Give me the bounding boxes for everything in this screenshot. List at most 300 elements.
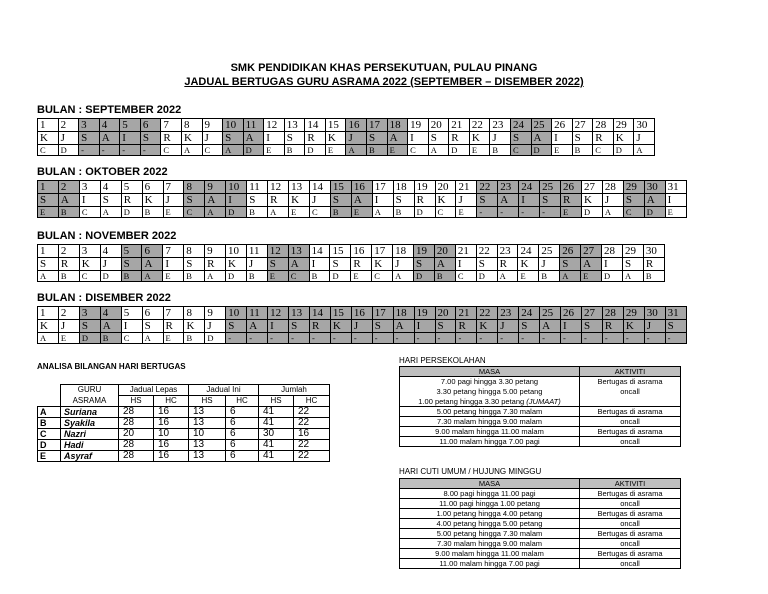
shift-cell: C bbox=[455, 271, 476, 282]
shift-cell: E bbox=[351, 271, 372, 282]
shift-cell: B bbox=[58, 207, 79, 218]
shift-cell: E bbox=[38, 207, 59, 218]
shift-cell: B bbox=[330, 207, 351, 218]
shift-cell: D bbox=[305, 145, 326, 156]
shift-cell: B bbox=[142, 207, 163, 218]
shift-cell: C bbox=[38, 145, 59, 156]
count-cell: 22 bbox=[294, 440, 330, 451]
day-cell: 20 bbox=[434, 245, 455, 258]
teacher-cell: S bbox=[560, 258, 581, 271]
teacher-cell: J bbox=[309, 194, 330, 207]
teacher-cell: S bbox=[100, 194, 121, 207]
aktiviti-cell: oncall bbox=[580, 559, 681, 569]
teacher-cell: I bbox=[372, 194, 393, 207]
shift-cell: - bbox=[665, 333, 686, 344]
shift-cell: A bbox=[622, 271, 643, 282]
masa-cell: 1.00 petang hingga 4.00 petang bbox=[400, 509, 580, 519]
count-cell: 10 bbox=[154, 429, 189, 440]
day-cell: 25 bbox=[531, 119, 552, 132]
day-cell: 19 bbox=[414, 307, 435, 320]
count-cell: 13 bbox=[189, 440, 226, 451]
header-hs: HS bbox=[119, 396, 154, 407]
shift-cell: A bbox=[38, 271, 59, 282]
teacher-cell: S bbox=[247, 194, 268, 207]
shift-cell: E bbox=[267, 271, 288, 282]
teacher-cell: R bbox=[161, 132, 182, 145]
shift-cell: B bbox=[309, 271, 330, 282]
teacher-cell: S bbox=[572, 132, 593, 145]
month-label: BULAN : OKTOBER 2022 bbox=[37, 166, 168, 178]
day-cell: 1 bbox=[38, 119, 59, 132]
shift-cell: C bbox=[593, 145, 614, 156]
day-cell: 30 bbox=[643, 245, 664, 258]
shift-cell: A bbox=[142, 271, 163, 282]
day-cell: 20 bbox=[435, 181, 456, 194]
shift-cell: - bbox=[268, 333, 289, 344]
day-cell: 20 bbox=[435, 307, 456, 320]
teacher-cell: I bbox=[455, 258, 476, 271]
teacher-cell: S bbox=[581, 320, 602, 333]
teacher-cell: I bbox=[120, 132, 141, 145]
day-cell: 17 bbox=[372, 181, 393, 194]
teacher-cell: J bbox=[58, 320, 79, 333]
shift-cell: D bbox=[243, 145, 264, 156]
day-cell: 16 bbox=[351, 181, 372, 194]
day-cell: 13 bbox=[288, 245, 309, 258]
shift-cell: - bbox=[289, 333, 310, 344]
day-cell: 24 bbox=[519, 307, 540, 320]
teacher-cell: K bbox=[372, 258, 393, 271]
day-cell: 15 bbox=[330, 307, 351, 320]
day-cell: 10 bbox=[226, 181, 247, 194]
masa-cell: 5.00 petang hingga 7.30 malam bbox=[400, 407, 580, 417]
month-calendar bbox=[37, 180, 687, 218]
teacher-cell: K bbox=[469, 132, 490, 145]
day-cell: 22 bbox=[477, 181, 498, 194]
shift-cell: - bbox=[519, 333, 540, 344]
masa-cell: 5.00 petang hingga 7.30 malam bbox=[400, 529, 580, 539]
count-cell: 30 bbox=[259, 429, 294, 440]
analysis-table bbox=[37, 384, 330, 462]
shift-cell: - bbox=[581, 333, 602, 344]
shift-cell: E bbox=[289, 207, 310, 218]
shift-cell: B bbox=[434, 271, 455, 282]
header-jumlah: Jumlah bbox=[259, 385, 330, 396]
shift-cell: D bbox=[414, 207, 435, 218]
teacher-cell: A bbox=[351, 194, 372, 207]
day-cell: 17 bbox=[372, 307, 393, 320]
document-subtitle bbox=[0, 76, 768, 88]
aktiviti-cell: oncall bbox=[580, 437, 681, 447]
day-cell: 28 bbox=[602, 245, 623, 258]
shift-cell: D bbox=[531, 145, 552, 156]
shift-cell: C bbox=[79, 207, 100, 218]
aktiviti-cell: Bertugas di asrama bbox=[580, 509, 681, 519]
shift-cell: E bbox=[456, 207, 477, 218]
teacher-cell: J bbox=[644, 320, 665, 333]
shift-cell: - bbox=[435, 333, 456, 344]
teacher-code: E bbox=[38, 451, 61, 462]
day-cell: 8 bbox=[184, 307, 205, 320]
day-cell: 7 bbox=[163, 307, 184, 320]
day-cell: 30 bbox=[634, 119, 655, 132]
teacher-cell: R bbox=[305, 132, 326, 145]
day-cell: 4 bbox=[100, 181, 121, 194]
day-cell: 14 bbox=[309, 245, 330, 258]
count-cell: 13 bbox=[189, 418, 226, 429]
masa-cell: 7.30 malam hingga 9.00 malam bbox=[400, 539, 580, 549]
teacher-cell: I bbox=[226, 194, 247, 207]
teacher-cell: A bbox=[58, 194, 79, 207]
day-cell: 3 bbox=[79, 307, 100, 320]
day-cell: 8 bbox=[184, 181, 205, 194]
teacher-cell: J bbox=[602, 194, 623, 207]
teacher-cell: I bbox=[561, 320, 582, 333]
teacher-cell: S bbox=[184, 258, 205, 271]
shift-cell: C bbox=[184, 207, 205, 218]
day-cell: 5 bbox=[121, 307, 142, 320]
teacher-cell: I bbox=[309, 258, 330, 271]
teacher-cell: R bbox=[163, 320, 184, 333]
shift-cell: E bbox=[163, 333, 184, 344]
shift-cell: A bbox=[346, 145, 367, 156]
teacher-cell: A bbox=[99, 132, 120, 145]
shift-cell: A bbox=[560, 271, 581, 282]
shift-cell: C bbox=[623, 207, 644, 218]
shift-cell: - bbox=[351, 333, 372, 344]
masa-text: 1.00 petang hingga 3.30 petang (JUMAAT) bbox=[418, 396, 561, 406]
teacher-cell: I bbox=[268, 320, 289, 333]
aktiviti-cell: oncall bbox=[580, 519, 681, 529]
day-cell: 5 bbox=[121, 181, 142, 194]
teacher-cell: A bbox=[243, 132, 264, 145]
document-subtitle-text: JADUAL BERTUGAS GURU ASRAMA 2022 (SEPTEMBER – DISEMBER 2022) bbox=[184, 76, 584, 88]
shift-cell: B bbox=[246, 271, 267, 282]
shift-cell: - bbox=[602, 333, 623, 344]
day-cell: 26 bbox=[561, 181, 582, 194]
teacher-cell: K bbox=[181, 132, 202, 145]
count-cell: 28 bbox=[119, 440, 154, 451]
shift-cell: D bbox=[226, 207, 247, 218]
day-cell: 18 bbox=[393, 245, 414, 258]
shift-cell: D bbox=[602, 271, 623, 282]
day-cell: 19 bbox=[408, 119, 429, 132]
day-cell: 14 bbox=[309, 181, 330, 194]
shift-cell: E bbox=[351, 207, 372, 218]
teacher-cell: S bbox=[540, 194, 561, 207]
shift-cell: E bbox=[58, 333, 79, 344]
shift-cell: D bbox=[613, 145, 634, 156]
count-cell: 16 bbox=[154, 407, 189, 418]
day-cell: 11 bbox=[243, 119, 264, 132]
school-days-table bbox=[399, 366, 681, 447]
header-guru: GURU bbox=[61, 385, 119, 396]
teacher-cell: I bbox=[519, 194, 540, 207]
shift-cell: C bbox=[435, 207, 456, 218]
day-cell: 30 bbox=[644, 307, 665, 320]
shift-cell: D bbox=[414, 271, 435, 282]
teacher-cell: J bbox=[456, 194, 477, 207]
teacher-cell: A bbox=[288, 258, 309, 271]
teacher-cell: A bbox=[581, 258, 602, 271]
teacher-cell: I bbox=[79, 194, 100, 207]
shift-cell: C bbox=[202, 145, 223, 156]
shift-cell: B bbox=[121, 271, 142, 282]
teacher-cell: J bbox=[100, 258, 121, 271]
shift-cell: A bbox=[497, 271, 518, 282]
day-cell: 12 bbox=[268, 307, 289, 320]
shift-cell: - bbox=[140, 145, 161, 156]
shift-cell: D bbox=[644, 207, 665, 218]
day-cell: 18 bbox=[387, 119, 408, 132]
day-cell: 6 bbox=[142, 245, 163, 258]
aktiviti-cell: Bertugas di asrama bbox=[580, 489, 681, 499]
day-cell: 29 bbox=[613, 119, 634, 132]
shift-cell: C bbox=[79, 271, 100, 282]
teacher-name: Asyraf bbox=[61, 451, 119, 462]
teacher-cell: S bbox=[510, 132, 531, 145]
shift-cell: A bbox=[142, 333, 163, 344]
teacher-cell: R bbox=[456, 320, 477, 333]
shift-cell: A bbox=[100, 207, 121, 218]
shift-cell: A bbox=[428, 145, 449, 156]
shift-cell: - bbox=[99, 145, 120, 156]
teacher-cell: R bbox=[309, 320, 330, 333]
teacher-cell: I bbox=[408, 132, 429, 145]
teacher-cell: A bbox=[540, 320, 561, 333]
day-cell: 12 bbox=[264, 119, 285, 132]
teacher-cell: A bbox=[100, 320, 121, 333]
teacher-cell: S bbox=[367, 132, 388, 145]
teacher-cell: A bbox=[434, 258, 455, 271]
teacher-cell: R bbox=[58, 258, 79, 271]
day-cell: 29 bbox=[623, 181, 644, 194]
teacher-cell: S bbox=[665, 320, 686, 333]
teacher-cell: R bbox=[561, 194, 582, 207]
shift-cell: - bbox=[372, 333, 393, 344]
day-cell: 22 bbox=[476, 245, 497, 258]
teacher-cell: K bbox=[477, 320, 498, 333]
col-aktiviti: AKTIVITI bbox=[580, 479, 681, 489]
day-cell: 1 bbox=[38, 245, 59, 258]
teacher-cell: J bbox=[539, 258, 560, 271]
day-cell: 16 bbox=[351, 307, 372, 320]
day-cell: 3 bbox=[79, 245, 100, 258]
teacher-cell: J bbox=[634, 132, 655, 145]
shift-cell: D bbox=[100, 271, 121, 282]
day-cell: 2 bbox=[58, 307, 79, 320]
day-cell: 4 bbox=[100, 245, 121, 258]
shift-cell: - bbox=[456, 333, 477, 344]
day-cell: 12 bbox=[268, 181, 289, 194]
shift-cell: - bbox=[519, 207, 540, 218]
teacher-cell: R bbox=[449, 132, 470, 145]
day-cell: 12 bbox=[267, 245, 288, 258]
shift-cell: B bbox=[539, 271, 560, 282]
teacher-code: B bbox=[38, 418, 61, 429]
day-cell: 17 bbox=[372, 245, 393, 258]
teacher-cell: S bbox=[142, 320, 163, 333]
teacher-cell: R bbox=[121, 194, 142, 207]
shift-cell: A bbox=[205, 271, 226, 282]
day-cell: 28 bbox=[593, 119, 614, 132]
shift-cell: D bbox=[449, 145, 470, 156]
teacher-name: Nazri bbox=[61, 429, 119, 440]
teacher-cell: S bbox=[289, 320, 310, 333]
count-cell: 6 bbox=[226, 407, 259, 418]
day-cell: 29 bbox=[623, 307, 644, 320]
day-cell: 13 bbox=[284, 119, 305, 132]
masa-cell: 9.00 malam hingga 11.00 malam bbox=[400, 549, 580, 559]
day-cell: 24 bbox=[518, 245, 539, 258]
teacher-cell: K bbox=[142, 194, 163, 207]
day-cell: 16 bbox=[351, 245, 372, 258]
day-cell: 11 bbox=[247, 307, 268, 320]
shift-cell: - bbox=[247, 333, 268, 344]
day-cell: 25 bbox=[539, 245, 560, 258]
shift-cell: A bbox=[38, 333, 59, 344]
day-cell: 5 bbox=[121, 245, 142, 258]
day-cell: 1 bbox=[38, 181, 59, 194]
aktiviti-cell: Bertugas di asrama bbox=[580, 427, 681, 437]
day-cell: 9 bbox=[202, 119, 223, 132]
day-cell: 31 bbox=[665, 181, 686, 194]
masa-cell: 8.00 pagi hingga 11.00 pagi bbox=[400, 489, 580, 499]
shift-cell: C bbox=[408, 145, 429, 156]
day-cell: 9 bbox=[205, 181, 226, 194]
teacher-name: Syakila bbox=[61, 418, 119, 429]
shift-cell: A bbox=[268, 207, 289, 218]
count-cell: 16 bbox=[294, 429, 330, 440]
holidays-title: HARI CUTI UMUM / HUJUNG MINGGU bbox=[399, 467, 542, 476]
day-cell: 4 bbox=[100, 307, 121, 320]
teacher-cell: S bbox=[121, 258, 142, 271]
shift-cell: B bbox=[490, 145, 511, 156]
shift-cell: E bbox=[518, 271, 539, 282]
aktiviti-cell: Bertugas di asrama bbox=[580, 407, 681, 417]
day-cell: 27 bbox=[581, 181, 602, 194]
day-cell: 26 bbox=[560, 245, 581, 258]
teacher-cell: S bbox=[623, 194, 644, 207]
shift-cell: A bbox=[634, 145, 655, 156]
day-cell: 7 bbox=[161, 119, 182, 132]
teacher-cell: A bbox=[644, 194, 665, 207]
teacher-code: D bbox=[38, 440, 61, 451]
teacher-cell: S bbox=[372, 320, 393, 333]
shift-cell: E bbox=[264, 145, 285, 156]
teacher-cell: K bbox=[325, 132, 346, 145]
day-cell: 4 bbox=[99, 119, 120, 132]
masa-cell: 9.00 malam hingga 11.00 malam bbox=[400, 427, 580, 437]
header-hs: HS bbox=[189, 396, 226, 407]
day-cell: 27 bbox=[581, 307, 602, 320]
day-cell: 10 bbox=[226, 307, 247, 320]
day-cell: 18 bbox=[393, 307, 414, 320]
day-cell: 10 bbox=[226, 245, 247, 258]
teacher-cell: A bbox=[498, 194, 519, 207]
day-cell: 23 bbox=[498, 181, 519, 194]
shift-cell: - bbox=[393, 333, 414, 344]
teacher-cell: A bbox=[247, 320, 268, 333]
shift-cell: B bbox=[58, 271, 79, 282]
day-cell: 2 bbox=[58, 181, 79, 194]
teacher-cell: S bbox=[435, 320, 456, 333]
teacher-cell: S bbox=[184, 194, 205, 207]
shift-cell: - bbox=[309, 333, 330, 344]
teacher-cell: R bbox=[414, 194, 435, 207]
day-cell: 24 bbox=[519, 181, 540, 194]
teacher-cell: I bbox=[414, 320, 435, 333]
count-cell: 13 bbox=[189, 407, 226, 418]
day-cell: 15 bbox=[330, 245, 351, 258]
teacher-cell: S bbox=[38, 194, 59, 207]
day-cell: 1 bbox=[38, 307, 59, 320]
day-cell: 8 bbox=[181, 119, 202, 132]
shift-cell: B bbox=[184, 271, 205, 282]
day-cell: 22 bbox=[477, 307, 498, 320]
day-cell: 9 bbox=[205, 307, 226, 320]
day-cell: 9 bbox=[205, 245, 226, 258]
teacher-cell: S bbox=[284, 132, 305, 145]
count-cell: 28 bbox=[119, 451, 154, 462]
count-cell: 41 bbox=[259, 418, 294, 429]
teacher-cell: S bbox=[414, 258, 435, 271]
teacher-cell: A bbox=[142, 258, 163, 271]
teacher-cell: I bbox=[121, 320, 142, 333]
shift-cell: - bbox=[623, 333, 644, 344]
teacher-code: C bbox=[38, 429, 61, 440]
shift-cell: E bbox=[387, 145, 408, 156]
teacher-code: A bbox=[38, 407, 61, 418]
day-cell: 25 bbox=[540, 181, 561, 194]
teacher-cell: R bbox=[602, 320, 623, 333]
count-cell: 28 bbox=[119, 407, 154, 418]
count-cell: 22 bbox=[294, 418, 330, 429]
day-cell: 10 bbox=[223, 119, 244, 132]
shift-cell: - bbox=[540, 333, 561, 344]
teacher-cell: S bbox=[79, 132, 100, 145]
day-cell: 29 bbox=[622, 245, 643, 258]
teacher-cell: R bbox=[205, 258, 226, 271]
shift-cell: A bbox=[205, 207, 226, 218]
teacher-cell: S bbox=[330, 194, 351, 207]
day-cell: 15 bbox=[330, 181, 351, 194]
shift-cell: D bbox=[79, 333, 100, 344]
teacher-cell: J bbox=[393, 258, 414, 271]
col-aktiviti: AKTIVITI bbox=[580, 367, 681, 377]
day-cell: 21 bbox=[456, 307, 477, 320]
friday-note: (JUMAAT) bbox=[526, 396, 561, 406]
analysis-title: ANALISA BILANGAN HARI BERTUGAS bbox=[37, 362, 186, 371]
shift-cell: - bbox=[477, 207, 498, 218]
masa-cell: 4.00 petang hingga 5.00 petang bbox=[400, 519, 580, 529]
teacher-cell: J bbox=[490, 132, 511, 145]
holidays-table bbox=[399, 478, 681, 569]
teacher-cell: K bbox=[613, 132, 634, 145]
month-label: BULAN : DISEMBER 2022 bbox=[37, 292, 171, 304]
header-asrama: ASRAMA bbox=[61, 396, 119, 407]
count-cell: 6 bbox=[226, 429, 259, 440]
day-cell: 13 bbox=[289, 181, 310, 194]
col-masa: MASA bbox=[400, 367, 580, 377]
day-cell: 8 bbox=[184, 245, 205, 258]
teacher-cell: S bbox=[393, 194, 414, 207]
day-cell: 19 bbox=[414, 181, 435, 194]
teacher-cell: S bbox=[79, 320, 100, 333]
count-cell: 10 bbox=[189, 429, 226, 440]
day-cell: 21 bbox=[456, 181, 477, 194]
day-cell: 27 bbox=[572, 119, 593, 132]
